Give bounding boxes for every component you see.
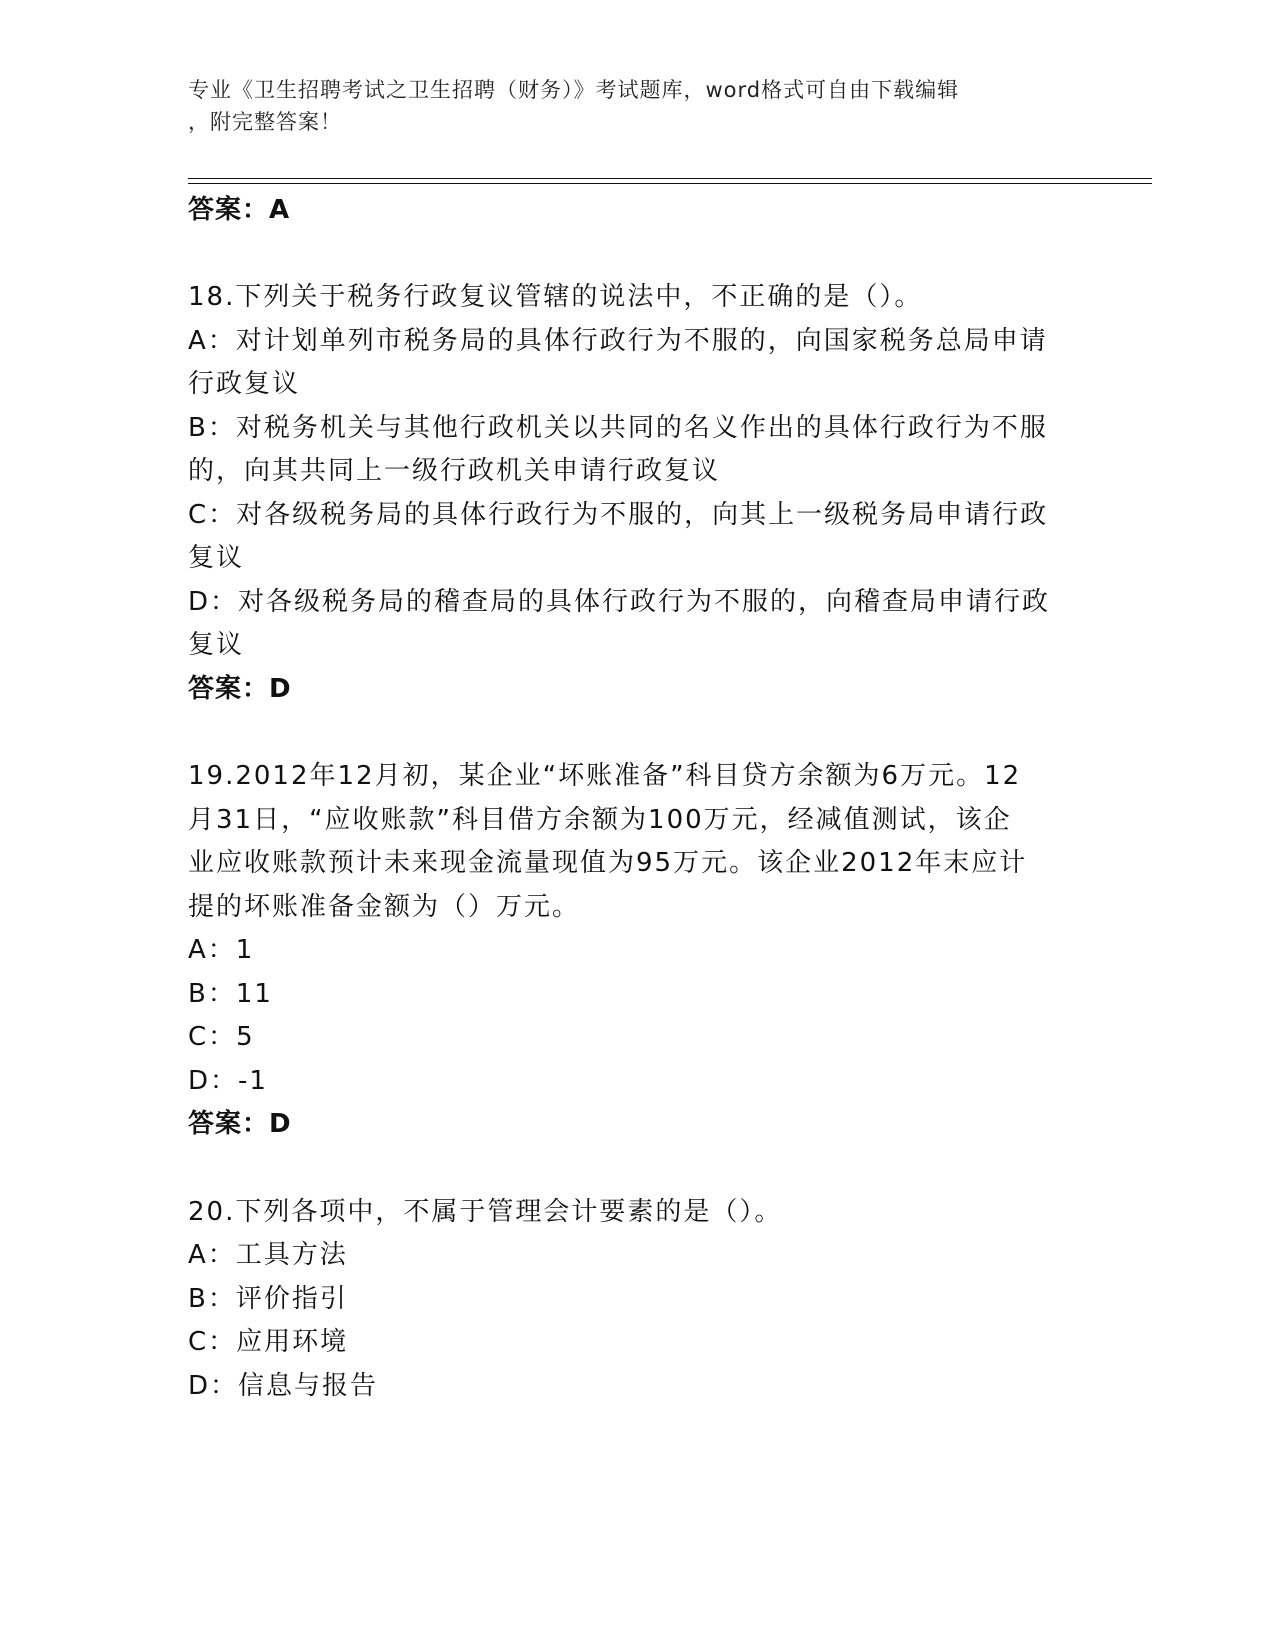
q18-option-c-line1: C：对各级税务局的具体行政行为不服的，向其上一级税务局申请行政 bbox=[188, 500, 1049, 530]
header-rule-bottom bbox=[188, 183, 1152, 184]
q18-option-d-line2: 复议 bbox=[188, 630, 245, 660]
document-header bbox=[188, 74, 1088, 138]
q18-option-a-line1: A：对计划单列市税务局的具体行政行为不服的，向国家税务总局申请 bbox=[188, 326, 1048, 356]
q18-option-a-line2: 行政复议 bbox=[188, 369, 301, 399]
prev-answer: 答案：A bbox=[188, 195, 291, 225]
header-line-2: ，附完整答案！ bbox=[188, 110, 342, 134]
header-line-1: 专业《卫生招聘考试之卫生招聘（财务）》考试题库，word格式可自由下载编辑 bbox=[188, 78, 960, 102]
q19-answer: 答案：D bbox=[188, 1109, 292, 1139]
q18-option-b-line2: 的，向其共同上一级行政机关申请行政复议 bbox=[188, 456, 721, 486]
q19-option-c: C：5 bbox=[188, 1022, 255, 1052]
q19-option-a: A：1 bbox=[188, 935, 255, 965]
q19-question-line3: 业应收账款预计未来现金流量现值为95万元。该企业2012年末应计 bbox=[188, 848, 1028, 878]
q19-question-line4: 提的坏账准备金额为（）万元。 bbox=[188, 892, 581, 922]
q19-question-line1: 19.2012年12月初，某企业“坏账准备”科目贷方余额为6万元。12 bbox=[188, 761, 1022, 791]
q19-option-d: D：-1 bbox=[188, 1066, 268, 1096]
q20-option-b: B：评价指引 bbox=[188, 1284, 348, 1314]
q18-option-b-line1: B：对税务机关与其他行政机关以共同的名义作出的具体行政行为不服 bbox=[188, 413, 1048, 443]
q20-option-c: C：应用环境 bbox=[188, 1327, 349, 1357]
q19-option-b: B：11 bbox=[188, 979, 273, 1009]
q18-option-c-line2: 复议 bbox=[188, 543, 245, 573]
q18-answer: 答案：D bbox=[188, 674, 292, 704]
q20-option-d: D：信息与报告 bbox=[188, 1371, 379, 1401]
q20-option-a: A：工具方法 bbox=[188, 1240, 348, 1270]
header-rule-top bbox=[188, 178, 1152, 179]
q18-question: 18.下列关于税务行政复议管辖的说法中，不正确的是（）。 bbox=[188, 282, 923, 312]
q20-question: 20.下列各项中，不属于管理会计要素的是（）。 bbox=[188, 1197, 783, 1227]
q18-option-d-line1: D：对各级税务局的稽查局的具体行政行为不服的，向稽查局申请行政 bbox=[188, 587, 1051, 617]
q19-question-line2: 月31日，“应收账款”科目借方余额为100万元，经减值测试，该企 bbox=[188, 805, 1012, 835]
